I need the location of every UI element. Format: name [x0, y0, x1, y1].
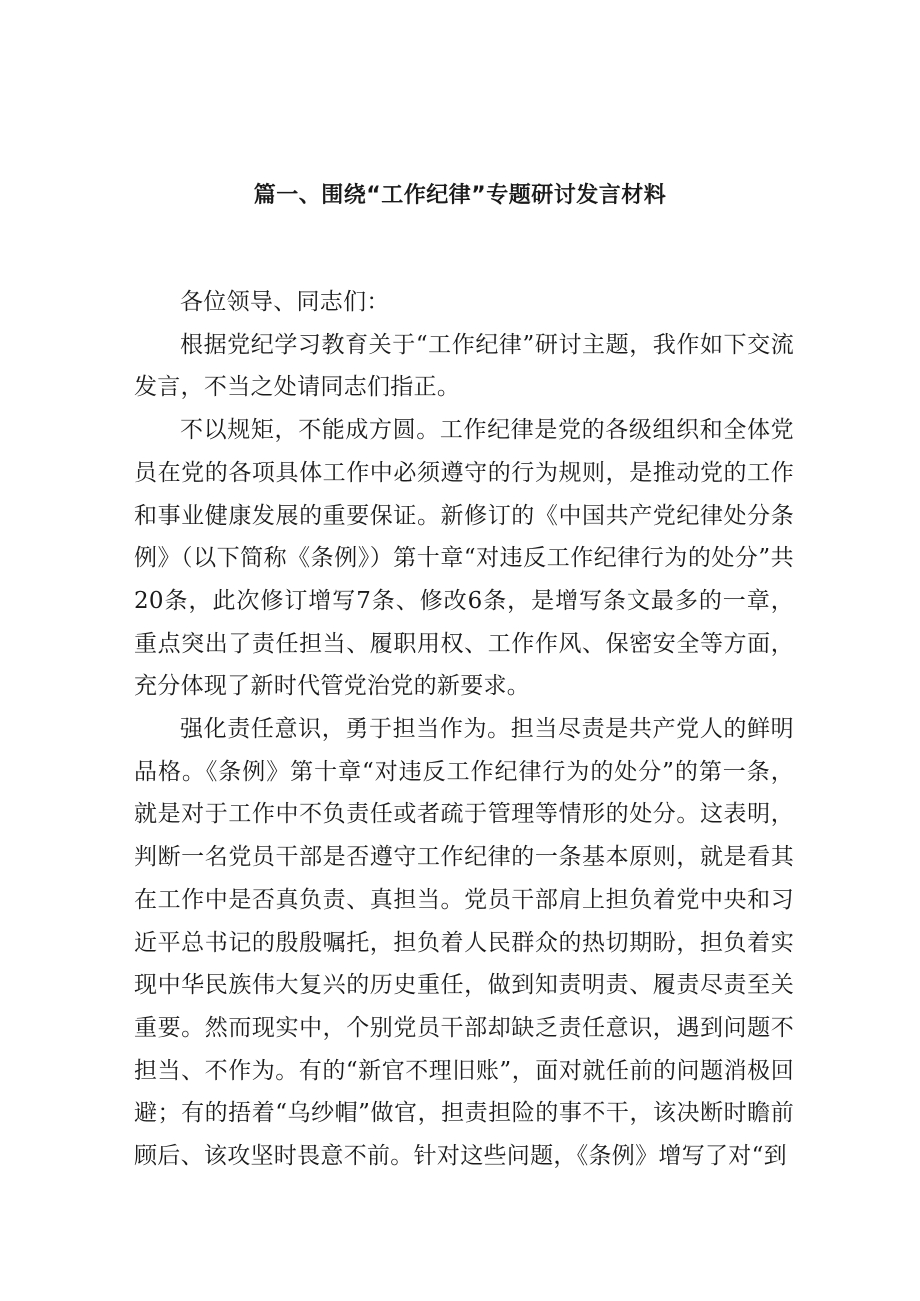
document-body [134, 281, 794, 1178]
discipline-overview-paragraph: 不以规矩，不能成方圆。工作纪律是党的各级组织和全体党员在党的各项具体工作中必须遵守的行为规则，是推动党的工作和事业健康发展的重要保证。新修订的《中国共产党纪律处分条例》（以下简称《条例》）第十章“对违反工作纪律行为的处分”共20条，此次修订增写7条、修改6条，是增写条文最多的一章，重点突出了责任担当、履职用权、工作作风、保密安全等方面，充分体现了新时代管党治党的新要求。 [134, 417, 794, 700]
intro-paragraph: 根据党纪学习教育关于“工作纪律”研讨主题，我作如下交流发言，不当之处请同志们指正。 [134, 331, 794, 401]
document-title: 篇一、围绕“工作纪律”专题研讨发言材料 [253, 183, 667, 208]
salutation-paragraph: 各位领导、同志们： [180, 289, 390, 315]
responsibility-paragraph: 强化责任意识，勇于担当作为。担当尽责是共产党人的鲜明品格。《条例》第十章“对违反工作纪律行为的处分”的第一条，就是对于工作中不负责任或者疏于管理等情形的处分。这表明，判断一名党员干部是否遵守工作纪律的一条基本原则，就是看其在工作中是否真负责、真担当。党员干部肩上担负着党中央和习近平总书记的殷殷嘱托，担负着人民群众的热切期盼，担负着实现中华民族伟大复兴的历史重任，做到知责明责、履责尽责至关重要。然而现实中，个别党员干部却缺乏责任意识，遇到问题不担当、不作为。有的“新官不理旧账”，面对就任前的问题消极回避；有的捂着“乌纱帽”做官，担责担险的事不干，该决断时瞻前顾后、该攻坚时畏意不前。针对这些问题，《条例》增写了对“到 [134, 716, 794, 1170]
